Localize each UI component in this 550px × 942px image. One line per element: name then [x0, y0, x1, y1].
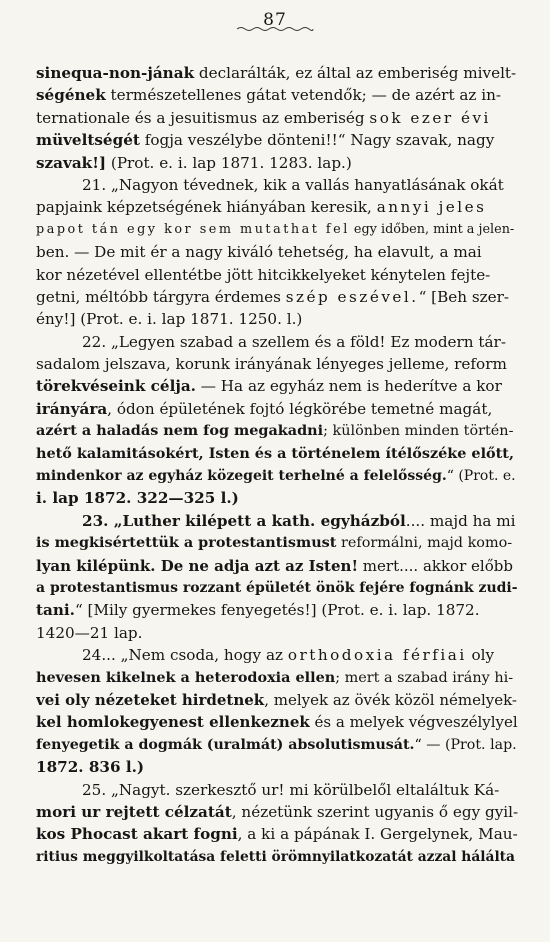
text-line	[36, 286, 518, 308]
text-segment: getni, méltóbb tárgyra érdemes	[36, 287, 286, 306]
text-segment: ségének	[36, 86, 106, 105]
text-line	[36, 532, 518, 554]
text-segment: egy időben, mint a jelen-	[349, 221, 515, 237]
text-line	[36, 62, 518, 84]
text-segment: kel homlokegyenest ellenkeznek	[36, 713, 310, 732]
text-segment: kos Phocast akart fogni	[36, 825, 238, 844]
text-line	[36, 599, 518, 621]
text-line	[36, 84, 518, 106]
text-segment: i. lap 1872. 322—325 l.)	[36, 489, 239, 508]
text-segment: mert.... akkor előbb	[358, 556, 513, 575]
text-line	[36, 711, 518, 733]
text-segment: ; különben minden történ-	[323, 423, 514, 440]
text-line	[36, 353, 518, 375]
text-line	[36, 644, 518, 666]
text-line	[36, 510, 518, 532]
text-line	[36, 846, 518, 868]
text-line	[36, 107, 518, 129]
page-header	[0, 10, 550, 32]
text-segment: “ [Mily gyermekes fenyegetés!] (Prot. e. i. lap. 1872.	[74, 601, 480, 620]
text-segment: fenyegetik a dogmák (uralmát) absolutismusát.	[36, 736, 415, 753]
text-segment: azért a haladás nem fog megakadni	[36, 422, 324, 440]
text-segment: 21. „Nagyon tévednek, kik a vallás hanyatlásának okát	[82, 175, 504, 194]
text-segment: , melyek az övék közöl némelyek-	[264, 690, 517, 709]
text-segment: ény!] (Prot. e. i. lap 1871. 1250. l.)	[36, 310, 303, 329]
text-segment: declarálták, ez által az emberiség mivelt-	[194, 64, 517, 82]
text-segment: kor nézetével ellentétbe jött hitcikkelyeket kénytelen fejte-	[36, 265, 491, 284]
text-segment: oly	[466, 646, 495, 665]
text-segment: ben. — De mit ér a nagy kiváló tehetség, ha elavult, a mai	[36, 243, 482, 262]
body-text	[36, 62, 518, 868]
text-segment: szép eszével.	[285, 287, 419, 306]
text-line	[36, 398, 518, 420]
text-segment: hető kalamitásokért, Isten és a történelem ítélőszéke előtt,	[36, 444, 514, 462]
text-line	[36, 465, 518, 487]
text-line	[36, 779, 518, 801]
text-segment: tani.	[36, 601, 75, 620]
text-line	[36, 734, 518, 756]
text-segment: és a melyek végveszélylyel	[309, 713, 518, 732]
text-segment: is megkisértettük a protestantismust	[36, 534, 337, 552]
text-line	[36, 443, 518, 465]
text-segment: “ — (Prot. lap.	[414, 736, 517, 753]
text-line	[36, 241, 518, 263]
text-segment: müveltségét	[36, 131, 140, 150]
text-segment: természetellenes gátat vetendők; — de azért az in-	[105, 86, 502, 105]
text-segment: sok ezer évi	[369, 108, 491, 127]
text-line	[36, 331, 518, 353]
text-segment: “ [Beh szer-	[418, 287, 510, 306]
text-line	[36, 152, 518, 174]
text-segment: , a ki a pápának I. Gergelynek, Mau-	[237, 825, 518, 844]
text-segment: 1872. 836 l.)	[36, 758, 145, 777]
text-segment: orthodoxia férfiai	[287, 646, 467, 665]
text-segment: 23. „Luther kilépett a kath. egyházból	[82, 511, 406, 530]
text-segment: ritius meggyilkoltatása feletti örömnyilatkozatát azzal hálálta	[36, 848, 515, 865]
text-segment: ternationale és a jesuitismus az emberiség	[36, 108, 370, 127]
text-line	[36, 689, 518, 711]
text-line	[36, 823, 518, 845]
text-segment: szavak!]	[36, 153, 107, 172]
text-segment: .... majd ha mi	[405, 511, 516, 530]
text-line	[36, 667, 518, 689]
text-segment: lyan kilépünk. De ne adja azt az Isten!	[36, 556, 359, 575]
text-line	[36, 219, 518, 241]
text-line	[36, 577, 518, 599]
text-line	[36, 622, 518, 644]
text-line	[36, 555, 518, 577]
text-segment: — Ha az egyház nem is hederítve a kor	[195, 377, 502, 396]
text-segment: mori ur rejtett célzatát	[36, 802, 232, 821]
text-segment: 25. „Nagyt. szerkesztő ur! mi körülbelől eltaláltuk Ká-	[82, 780, 500, 799]
text-segment: 24... „Nem csoda, hogy az	[82, 646, 288, 665]
text-segment: papot tán egy kor sem mutathat fel	[36, 221, 350, 237]
text-segment: sadalom jelszava, korunk irányának lényeges jelleme, reform	[36, 355, 507, 374]
text-segment: reformálni, majd komo-	[336, 535, 513, 552]
text-segment: ; mert a szabad irány hi-	[335, 669, 514, 686]
text-segment: papjaink képzetségének hiányában keresik,	[36, 198, 377, 217]
text-line	[36, 375, 518, 397]
text-segment: sinequa-non-jának	[36, 64, 195, 82]
text-segment: annyi jeles	[376, 198, 487, 217]
text-line	[36, 174, 518, 196]
text-segment: törekvéseink célja.	[36, 377, 196, 396]
text-segment: (Prot. e. i. lap 1871. 1283. lap.)	[106, 153, 352, 172]
text-line	[36, 801, 518, 823]
text-segment: , ódon épületének fojtó légkörébe temetné magát,	[107, 399, 493, 418]
text-line	[36, 129, 518, 151]
text-line	[36, 264, 518, 286]
text-segment: hevesen kikelnek a heterodoxia ellen	[36, 668, 336, 686]
text-segment: 1420—21 lap.	[36, 623, 143, 642]
text-segment: irányára	[36, 399, 108, 418]
text-segment: mindenkor az egyház közegeit terhelné a felelősség.	[36, 468, 447, 485]
text-segment: vei oly nézeteket hirdetnek	[36, 690, 265, 709]
text-segment: , nézetünk szerint ugyanis ő egy gyil-	[231, 802, 518, 821]
text-line	[36, 487, 518, 509]
text-line	[36, 420, 518, 442]
page-number: 87	[263, 10, 287, 30]
text-segment: a protestantismus rozzant épületét önök fejére fognánk zudi-	[36, 579, 518, 596]
text-line	[36, 196, 518, 218]
text-line	[36, 756, 518, 778]
text-segment: “ (Prot. e.	[446, 468, 516, 485]
text-segment: fogja veszélybe dönteni!!“ Nagy szavak, nagy	[139, 131, 495, 150]
text-segment: 22. „Legyen szabad a szellem és a föld! Ez modern tár-	[82, 332, 506, 351]
text-line	[36, 308, 518, 330]
